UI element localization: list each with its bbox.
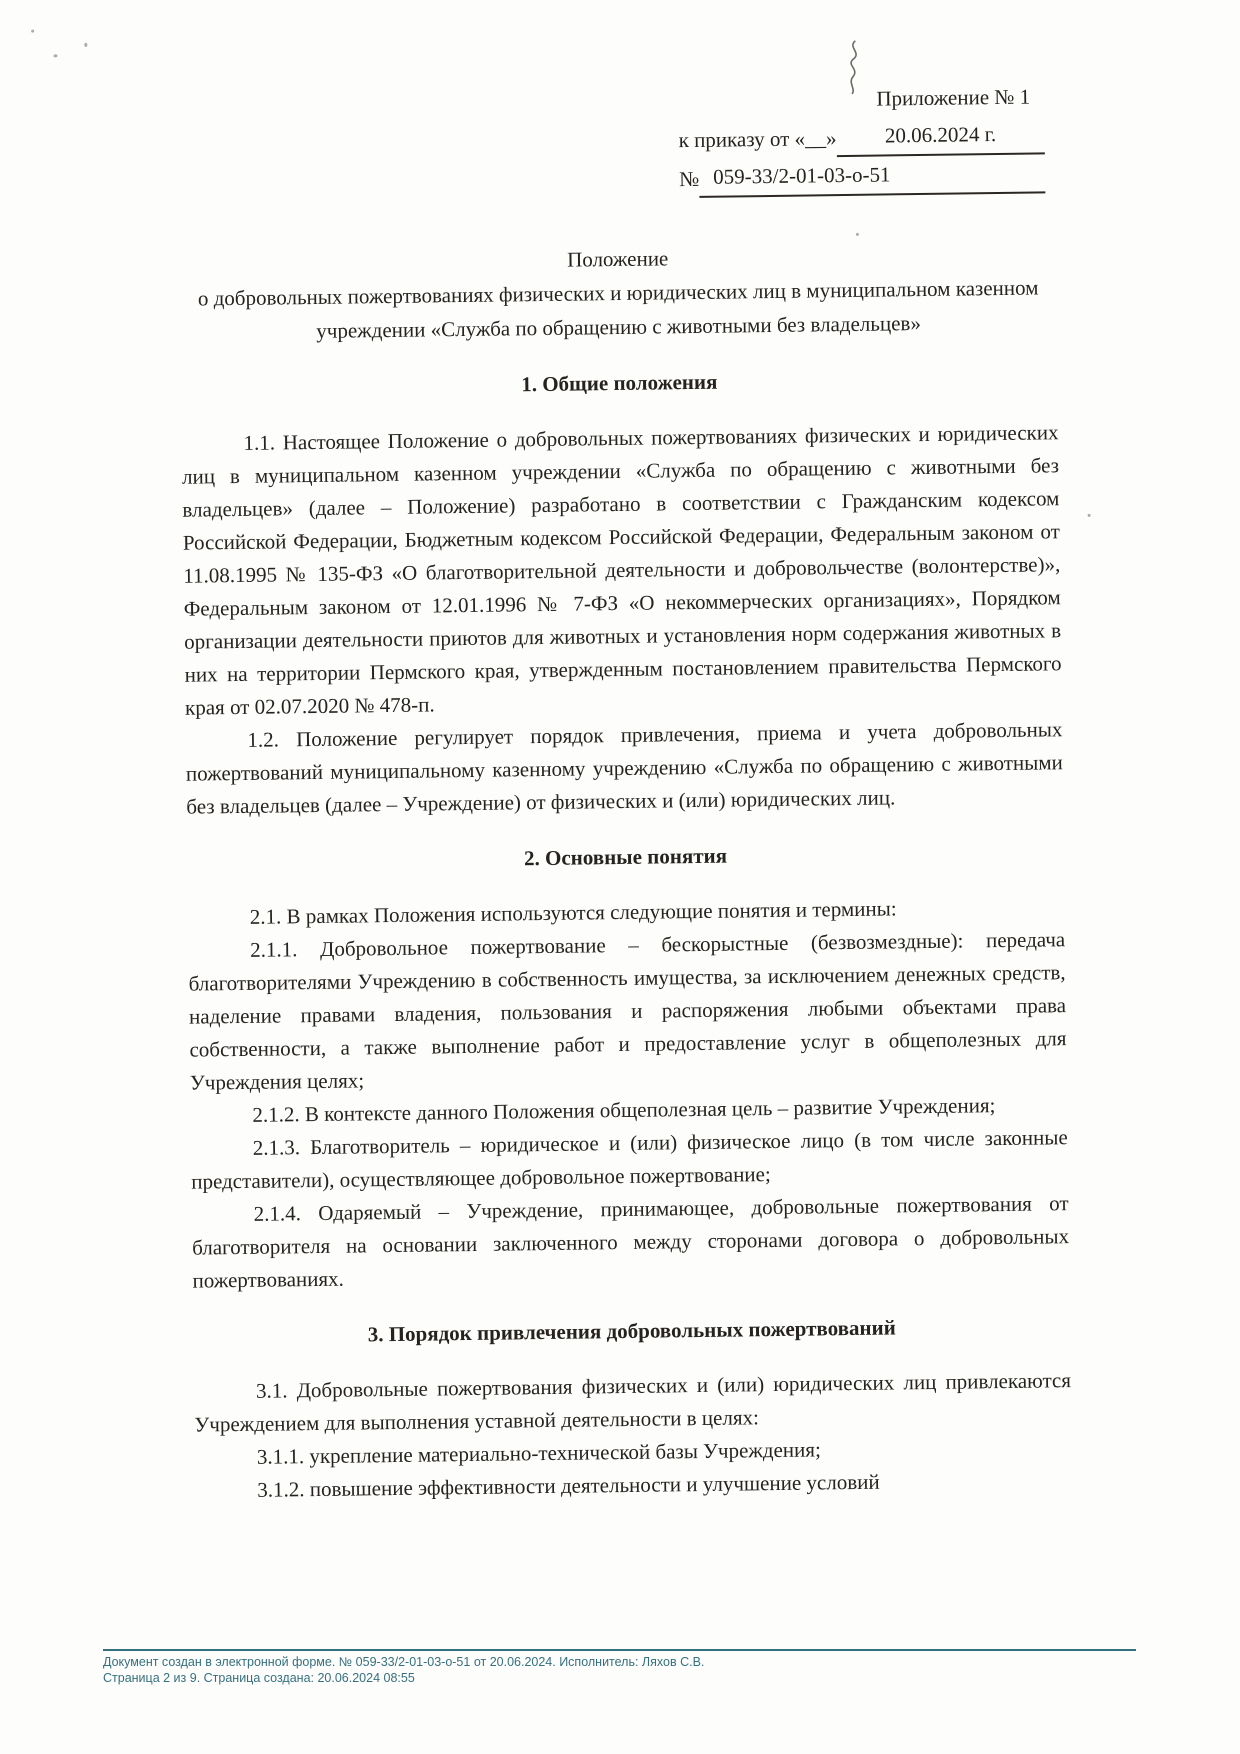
document-title <box>179 236 1057 349</box>
appendix-label: Приложение № 1 <box>876 84 1031 111</box>
para-2-1-4: 2.1.4. Одаряемый – Учреждение, принимающее, добровольные пожертвования от благотворителя на основании заключенного между сторонами договора о добровольных пожертвованиях. <box>191 1191 1070 1293</box>
para-2-1-1: 2.1.1. Добровольное пожертвование – бескорыстные (безвозмездные): передача благотворителями Учреждению в собственность имущества, за исключением денежных средств, наделение правами владения, пользования и распоряжения любыми объектами права собственности, а также выполнение работ и предоставление услуг в общеполезных для Учреждения целях; <box>188 927 1067 1095</box>
scan-speck <box>53 54 57 57</box>
para-3-1-2: 3.1.2. повышение эффективности деятельности и улучшение условий <box>257 1469 880 1502</box>
order-prefix: к приказу от «__» <box>678 126 837 153</box>
title-line1: Положение <box>566 246 669 272</box>
footer-line1: Документ создан в электронной форме. № 059-33/2-01-03-о-51 от 20.06.2024. Исполнитель: Ляхов С.В. <box>103 1655 705 1669</box>
para-2-1-2: 2.1.2. В контексте данного Положения общеполезная цель – развитие Учреждения; <box>252 1093 996 1127</box>
order-line <box>678 115 1044 159</box>
order-number: 059-33/2-01-03-о-51 <box>699 154 1045 198</box>
para-2-1: 2.1. В рамках Положения используются следующие понятия и термины: <box>249 896 897 929</box>
section-3-heading: 3. Порядок привлечения добровольных пожертвований <box>367 1315 896 1347</box>
para-2-1-3: 2.1.3. Благотворитель – юридическое и (или) физическое лицо (в том числе законные представители), осуществляющее добровольное пожертвование; <box>191 1125 1068 1194</box>
scan-speck <box>856 233 859 236</box>
scan-speck <box>84 43 87 47</box>
scan-speck <box>31 30 34 33</box>
para-1-2: 1.2. Положение регулирует порядок привлечения, приема и учета добровольных пожертвований муниципальному казенному учреждению «Служба по обращению с животными без владельцев (далее – Учреждение) от физических и (или) юридических лиц. <box>185 717 1063 819</box>
document-footer <box>103 1649 1136 1686</box>
title-line2: о добровольных пожертвованиях физических и юридических лиц в муниципальном казенном учреждении «Служба по обращению с животными без владельцев» <box>197 275 1039 343</box>
section-1-heading: 1. Общие положения <box>521 369 718 397</box>
section-2-heading: 2. Основные понятия <box>523 843 728 871</box>
scan-speck <box>1088 514 1091 517</box>
footer-line2: Страница 2 из 9. Страница создана: 20.06.2024 08:55 <box>103 1671 415 1685</box>
para-1-1: 1.1. Настоящее Положение о добровольных пожертвованиях физических и юридических лиц в муниципальном казенном учреждении «Служба по обращению с животными без владельцев» (далее – Положение) разработано в соответствии с Гражданским кодексом Российской Федерации, Бюджетным кодексом Российской Федерации, Федеральным законом от 11.08.1995 № 135-ФЗ «О благотворительной деятельности и добровольчестве (волонтерстве)», Федеральным законом от 12.01.1996 № 7-ФЗ «О некоммерческих организациях», Порядком организации деятельности приютов для животных и установления норм содержания животных в них на территории Пермского края, утвержденным постановлением правительства Пермского края от 02.07.2020 № 478-п. <box>181 420 1062 720</box>
order-number-line <box>679 154 1045 198</box>
para-3-1-1: 3.1.1. укрепление материально-технической базы Учреждения; <box>256 1437 821 1469</box>
header-block <box>678 78 1045 198</box>
para-3-1: 3.1. Добровольные пожертвования физических и (или) юридических лиц привлекаются Учреждением для выполнения уставной деятельности в целях: <box>194 1368 1072 1437</box>
order-date: 20.06.2024 г. <box>836 115 1045 157</box>
order-number-label: № <box>679 166 700 192</box>
